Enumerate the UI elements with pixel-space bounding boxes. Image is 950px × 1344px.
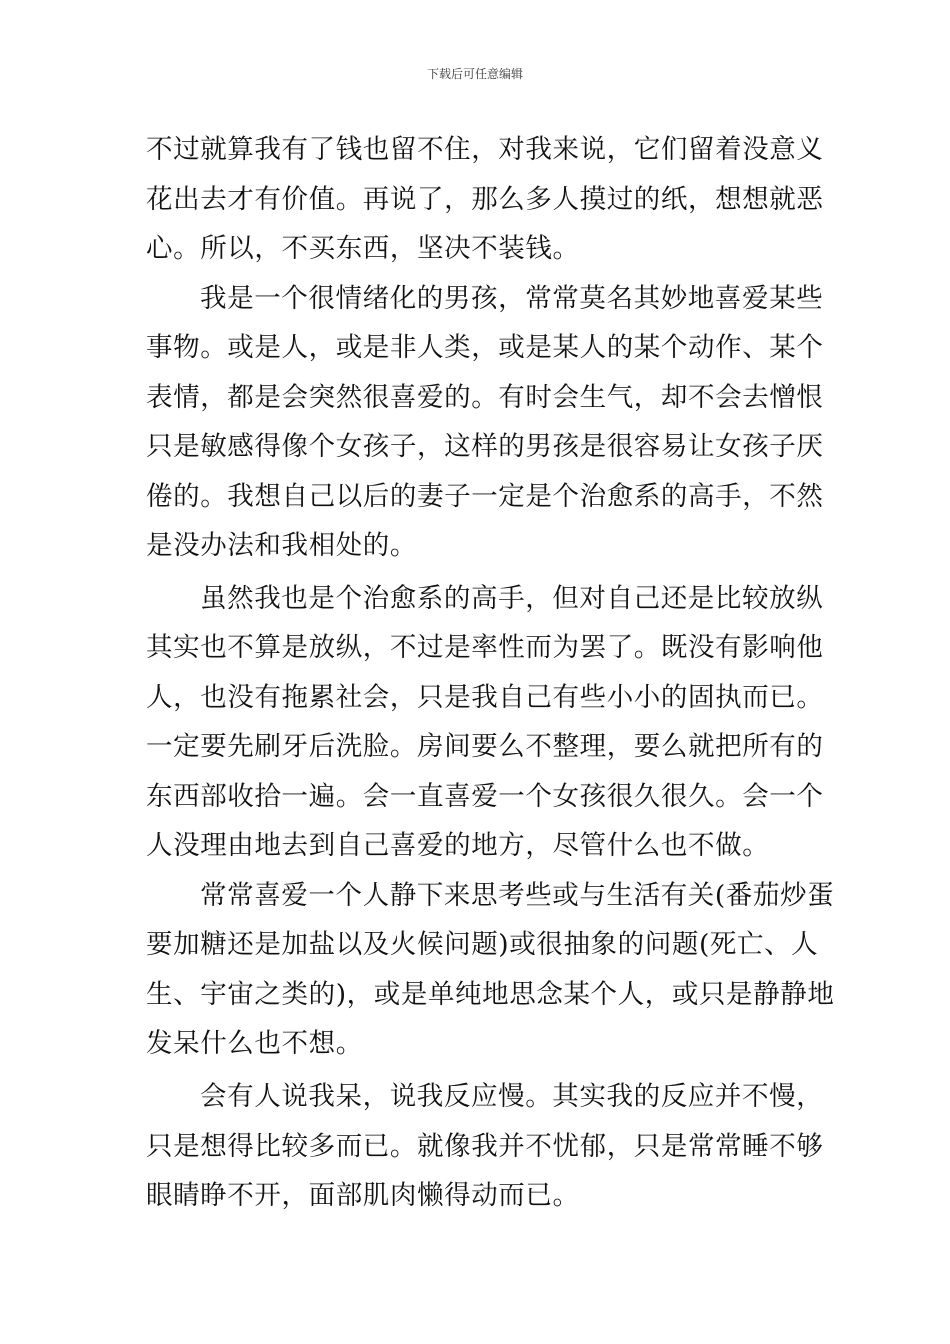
text-line: 不过就算我有了钱也留不住，对我来说，它们留着没意义 — [146, 134, 824, 165]
text-line: 是没办法和我相处的。 — [146, 530, 417, 561]
text-line: 要加糖还是加盐以及火候问题)或很抽象的问题(死亡、人 — [146, 929, 819, 960]
text-line: 东西部收拾一遍。会一直喜爱一个女孩很久很久。会一个 — [146, 781, 824, 812]
text-line: 人没理由地去到自己喜爱的地方，尽管什么也不做。 — [146, 830, 770, 861]
text-line: 心。所以，不买东西，坚决不装钱。 — [146, 233, 580, 264]
text-line: 一定要先刷牙后洗脸。房间要么不整理，要么就把所有的 — [146, 731, 824, 762]
text-line: 倦的。我想自己以后的妻子一定是个治愈系的高手，不然 — [146, 481, 824, 512]
text-line: 其实也不算是放纵，不过是率性而为罢了。既没有影响他 — [146, 632, 824, 663]
text-line: 生、宇宙之类的)，或是单纯地思念某个人，或只是静静地 — [146, 979, 835, 1010]
paragraph-first-line: 会有人说我呆，说我反应慢。其实我的反应并不慢， — [200, 1081, 824, 1112]
text-line: 人，也没有拖累社会，只是我自己有些小小的固执而已。 — [146, 682, 824, 713]
text-line: 只是想得比较多而已。就像我并不忧郁，只是常常睡不够 — [146, 1131, 824, 1162]
paragraph-first-line: 常常喜爱一个人静下来思考些或与生活有关(番茄炒蛋 — [200, 880, 835, 911]
text-line: 事物。或是人，或是非人类，或是某人的某个动作、某个 — [146, 332, 824, 363]
text-line: 表情，都是会突然很喜爱的。有时会生气，却不会去憎恨 — [146, 382, 824, 413]
text-line: 只是敏感得像个女孩子，这样的男孩是很容易让女孩子厌 — [146, 431, 824, 462]
text-line: 发呆什么也不想。 — [146, 1028, 363, 1059]
text-line: 花出去才有价值。再说了，那么多人摸过的纸，想想就恶 — [146, 184, 824, 215]
paragraph-first-line: 我是一个很情绪化的男孩，常常莫名其妙地喜爱某些 — [200, 283, 824, 314]
page-header: 下载后可任意编辑 — [426, 67, 523, 81]
text-line: 眼睛睁不开，面部肌肉懒得动而已。 — [146, 1180, 580, 1211]
paragraph-first-line: 虽然我也是个治愈系的高手，但对自己还是比较放纵 — [200, 583, 824, 614]
